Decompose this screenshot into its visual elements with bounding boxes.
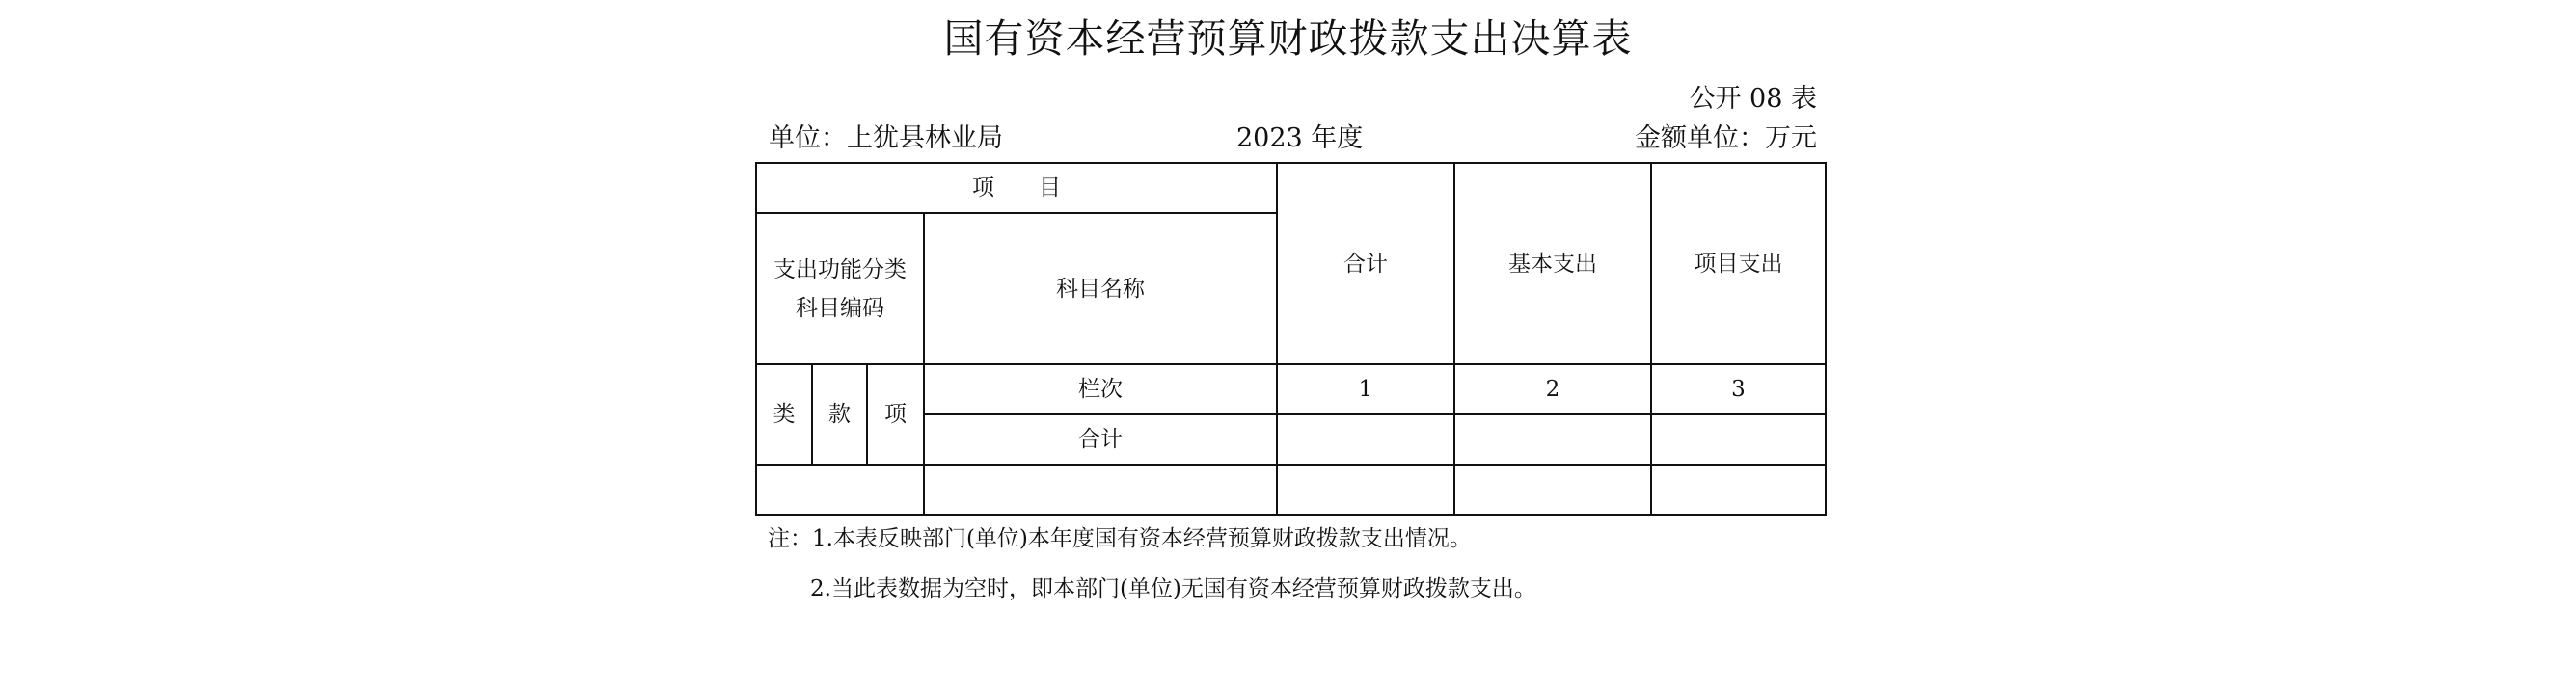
class-label: 类 [773,402,796,427]
column-number-2: 2 [1545,377,1560,402]
empty-row-total [1277,465,1454,515]
expenditure-table [755,162,1827,516]
item-cell [867,364,924,465]
item-label: 项 [884,402,907,427]
project-header-cell [756,163,1277,213]
class-cell [756,364,812,465]
function-code-header-line1: 支出功能分类 [773,256,907,282]
empty-row-project [1651,465,1826,515]
reporting-unit: 单位：上犹县林业局 [769,123,1003,153]
total-header-cell [1277,163,1454,364]
project-expense-header-cell [1651,163,1826,364]
note-1: 注：1.本表反映部门(单位)本年度国有资本经营预算财政拨款支出情况。 [768,526,1472,551]
empty-row-subject-name [924,465,1277,515]
project-header: 项 目 [972,175,1061,200]
basic-expense-header-cell [1454,163,1651,364]
function-code-header-line2: 科目编码 [796,295,884,321]
total-row-label-cell [924,414,1277,465]
amount-unit: 金额单位：万元 [1635,123,1817,153]
section-label: 款 [828,402,851,427]
total-row-total [1277,414,1454,465]
subject-name-header: 科目名称 [1056,276,1145,302]
basic-expense-header: 基本支出 [1508,251,1597,277]
column-number-label-cell [924,364,1277,414]
column-number-1-cell [1277,364,1454,414]
empty-row-basic [1454,465,1651,515]
function-code-header-cell [756,213,924,364]
column-number-3-cell [1651,364,1826,414]
project-expense-header: 项目支出 [1694,251,1783,277]
form-number: 公开 08 表 [1689,84,1817,114]
total-row-project [1651,414,1826,465]
fiscal-year: 2023 年度 [1236,123,1364,153]
empty-row-code [756,465,924,515]
function-code-header [773,251,907,328]
total-row-basic [1454,414,1651,465]
subject-name-header-cell [924,213,1277,364]
section-cell [812,364,867,465]
column-number-2-cell [1454,364,1651,414]
note-2: 2.当此表数据为空时，即本部门(单位)无国有资本经营预算财政拨款支出。 [810,576,1536,601]
column-number-3: 3 [1731,377,1746,402]
column-number-label: 栏次 [1078,377,1123,402]
total-header: 合计 [1343,251,1388,277]
total-row-label: 合计 [1078,427,1123,452]
column-number-1: 1 [1358,377,1373,402]
page-title: 国有资本经营预算财政拨款支出决算表 [943,15,1633,62]
